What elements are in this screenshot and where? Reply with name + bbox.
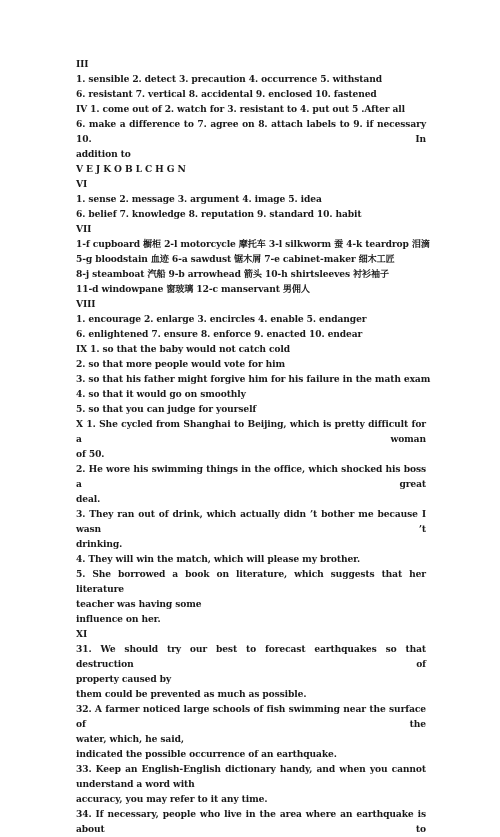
text-line: 6. resistant 7. vertical 8. accidental 9. enclosed 10. fastened xyxy=(76,89,377,100)
text-line: 11-d windowpane 窗玻璃 12-c manservant 男佣人 xyxy=(76,284,310,295)
text-line: understand a word with xyxy=(76,779,195,790)
text-line: 8-j steamboat 汽船 9-b arrowhead 箭头 10-h shirtsleeves 衬衫袖子 xyxy=(76,269,390,280)
text-line: accuracy, you may refer to it any time. xyxy=(76,794,268,805)
text-line: indicated the possible occurrence of an earthquake. xyxy=(76,749,337,760)
text-line: 6. belief 7. knowledge 8. reputation 9. standard 10. habit xyxy=(76,209,362,220)
text-line: 33. Keep an English-English dictionary handy, and when you cannot xyxy=(76,764,426,775)
text-line: teacher was having some xyxy=(76,599,202,610)
section-heading-vi: VI xyxy=(76,179,88,190)
text-line: 31. We should try our best to forecast earthquakes so that destruction of xyxy=(76,644,426,670)
text-line: V E J K O B L C H G N xyxy=(76,164,186,175)
text-line: water, which, he said, xyxy=(76,734,184,745)
text-line: deal. xyxy=(76,494,101,505)
section-heading-vii: VII xyxy=(76,224,92,235)
document-page xyxy=(76,57,431,837)
text-line: 4. so that it would go on smoothly xyxy=(76,389,246,400)
text-line: 1-f cupboard 橱柜 2-l motorcycle 摩托车 3-l silkworm 蚕 4-k teardrop 泪滴 xyxy=(76,239,430,250)
text-line: 5. so that you can judge for yourself xyxy=(76,404,257,415)
text-line: 3. They ran out of drink, which actually didn ’t bother me because I wasn ’t xyxy=(76,509,426,535)
text-line: 1. sense 2. message 3. argument 4. image 5. idea xyxy=(76,194,322,205)
text-line: them could be prevented as much as possible. xyxy=(76,689,307,700)
text-line: 3. so that his father might forgive him for his failure in the math exam xyxy=(76,374,431,385)
text-line: 4. They will win the match, which will please my brother. xyxy=(76,554,361,565)
text-line: X 1. She cycled from Shanghai to Beijing, which is pretty difficult for a woman xyxy=(76,419,426,445)
text-line: 6. make a difference to 7. agree on 8. attach labels to 9. if necessary 10. In xyxy=(76,119,426,145)
text-line: 32. A farmer noticed large schools of fish swimming near the surface of the xyxy=(76,704,426,730)
text-line: 34. If necessary, people who live in the area where an earthquake is about to xyxy=(76,809,426,835)
text-line: 1. sensible 2. detect 3. precaution 4. occurrence 5. withstand xyxy=(76,74,382,85)
text-line: property caused by xyxy=(76,674,172,685)
section-heading-xi: XI xyxy=(76,629,88,640)
section-heading-iii: III xyxy=(76,59,89,70)
text-line: influence on her. xyxy=(76,614,161,625)
text-line: 1. encourage 2. enlarge 3. encircles 4. enable 5. endanger xyxy=(76,314,367,325)
text-line: addition to xyxy=(76,149,131,160)
text-line: 5. She borrowed a book on literature, which suggests that her literature xyxy=(76,569,426,595)
text-line: IV 1. come out of 2. watch for 3. resistant to 4. put out 5 .After all xyxy=(76,104,406,115)
text-line: IX 1. so that the baby would not catch cold xyxy=(76,344,290,355)
text-line: 6. enlightened 7. ensure 8. enforce 9. enacted 10. endear xyxy=(76,329,363,340)
text-line: drinking. xyxy=(76,539,123,550)
text-line: of 50. xyxy=(76,449,105,460)
text-line: 2. He wore his swimming things in the office, which shocked his boss a great xyxy=(76,464,426,490)
section-heading-viii: VIII xyxy=(76,299,96,310)
text-line: 5-g bloodstain 血迹 6-a sawdust 锯木屑 7-e cabinet-maker 细木工匠 xyxy=(76,254,395,265)
text-line: 2. so that more people would vote for him xyxy=(76,359,285,370)
